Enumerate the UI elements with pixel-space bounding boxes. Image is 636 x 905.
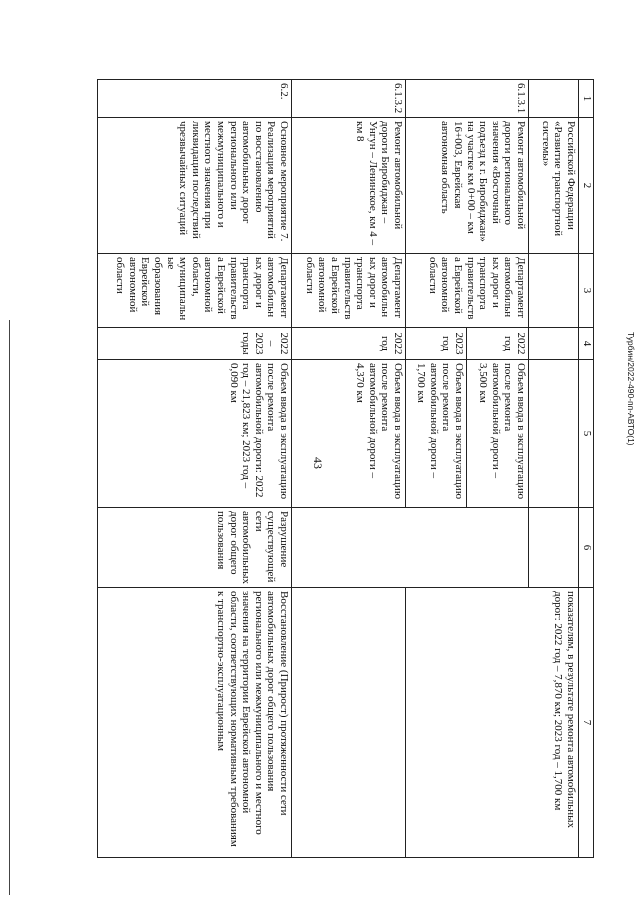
rotated-table-container <box>83 79 594 857</box>
table-cell: Основное мероприятие 7. Реализация мероприятий по восстановлению автомобильных дорог регионального или межмуниципального и местного значения при ликвидации последствий чрезвычайных ситуаций <box>98 118 292 254</box>
row-number-cell: 6.1.3.2 <box>292 80 406 118</box>
year-cell: 2023 год <box>406 328 467 360</box>
column-numbers-row <box>579 80 594 858</box>
scan-margin-line <box>9 320 10 895</box>
table-cell: Объем ввода в эксплуатацию после ремонта автомобильной дороги – 1,700 км <box>406 360 467 508</box>
column-number-cell: 3 <box>579 254 594 328</box>
column-number-cell: 1 <box>579 80 594 118</box>
page-number: 43 <box>311 457 325 469</box>
table-cell <box>529 80 579 118</box>
table-cell: Объем ввода в эксплуатацию после ремонта автомобильной дороги – 4,370 км <box>292 360 406 508</box>
table-cell: Российской Федерации «Развитие транспортной системы» <box>529 118 579 254</box>
row-number-cell: 6.2. <box>98 80 292 118</box>
table-cell: показателям, в результате ремонта автомобильных дорог: 2022 год – 7,870 км; 2023 год – 1,700 км <box>406 588 579 858</box>
table-cell: Разрушение существующей сети автомобильных дорог общего пользования <box>98 508 292 588</box>
program-activities-table <box>97 79 594 858</box>
table-cell <box>529 360 579 508</box>
table-cell <box>292 588 406 858</box>
column-number-cell: 4 <box>579 328 594 360</box>
table-cell: Ремонт автомобильной дороги Биробиджан – Унгун – Ленинское, км 4 – км 8 <box>292 118 406 254</box>
table-cell <box>292 508 529 588</box>
column-number-cell: 2 <box>579 118 594 254</box>
table-row <box>98 80 292 858</box>
table-row <box>529 80 579 858</box>
column-number-cell: 6 <box>579 508 594 588</box>
table-cell: Департамент автомобильных дорог и транспорта правительства Еврейской автономной области <box>292 254 406 328</box>
year-cell: 2022 год <box>292 328 406 360</box>
table-cell <box>529 328 579 360</box>
table-cell: Департамент автомобильных дорог и транспорта правительства Еврейской автономной области <box>406 254 529 328</box>
column-number-cell: 7 <box>579 588 594 858</box>
table-cell: Объем ввода в эксплуатацию после ремонта автомобильной дороги: 2022 год – 21,823 км; 2023 год – 0,090 км <box>98 360 292 508</box>
document-footer-code: Турбин/2022-490-пп-АВТО(1) <box>626 332 636 446</box>
row-number-cell: 6.1.3.1 <box>406 80 529 118</box>
table-cell <box>529 508 579 588</box>
year-cell: 2022 – 2023 годы <box>98 328 292 360</box>
column-number-cell: 5 <box>579 360 594 508</box>
table-cell <box>529 254 579 328</box>
table-frame <box>83 79 594 857</box>
table-cell: Департамент автомобильных дорог и транспорта правительства Еврейской автономной области, муниципальные образования Еврейской автономной области <box>98 254 292 328</box>
table-cell: Объем ввода в эксплуатацию после ремонта автомобильной дороги – 3,500 км <box>467 360 529 508</box>
table-row <box>292 80 406 858</box>
year-cell: 2022 год <box>467 328 529 360</box>
table-cell: Восстановление (Прирост) протяженности сети автомобильных дорог общего пользования регионального или межмуниципального и местного значения на территории Еврейской автономной области, соответствующих нормативным требованиям к транспортно-эксплуатационным <box>98 588 292 858</box>
table-cell: Ремонт автомобильной дороги регионального значения «Восточный подъезд к г. Биробиджан» на участке км 0+00 – км 16+003, Еврейская автономная область <box>406 118 529 254</box>
